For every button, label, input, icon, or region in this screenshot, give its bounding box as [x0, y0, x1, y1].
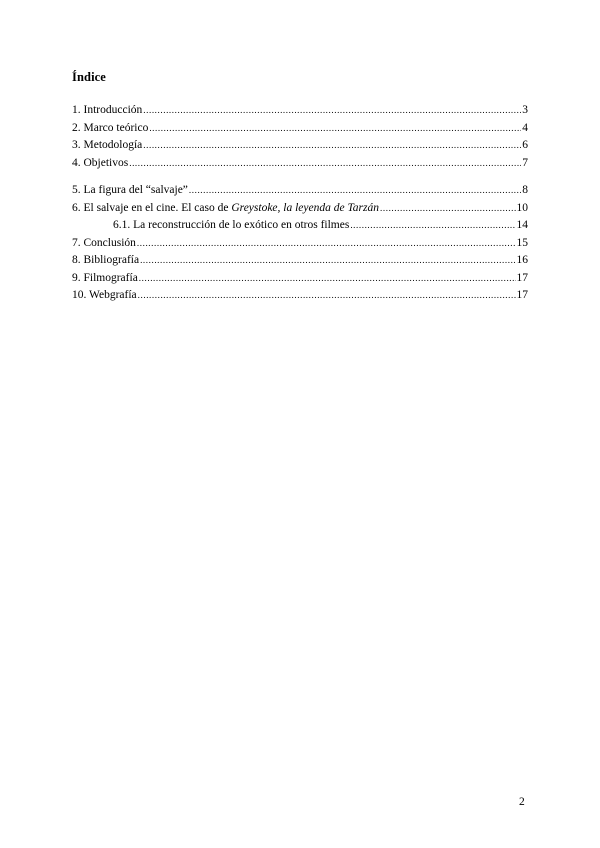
toc-dot-leader — [149, 120, 521, 138]
toc-entry-page: 10 — [516, 201, 528, 214]
toc-entry-title: 8. Bibliografía — [72, 254, 140, 266]
toc-entry-metodologia[interactable] — [72, 137, 528, 155]
toc-entry-page: 14 — [516, 219, 528, 231]
toc-entry-title: 2. Marco teórico — [72, 121, 149, 134]
toc-heading: Índice — [72, 70, 106, 84]
toc-entry-title: 3. Metodología — [72, 139, 143, 151]
toc-entry-title: 4. Objetivos — [72, 156, 129, 169]
toc-dot-leader — [189, 182, 521, 200]
toc-entry-title: 7. Conclusión — [72, 236, 136, 249]
toc-dot-leader — [138, 287, 516, 305]
toc-dot-leader — [139, 270, 516, 288]
toc-entry-title: 6.1. La reconstrucción de lo exótico en otros filmes — [113, 219, 350, 231]
toc-entry-page: 8 — [522, 184, 528, 196]
toc-entry-objetivos[interactable] — [72, 155, 528, 173]
toc-dot-leader — [129, 155, 521, 173]
toc-entry-title — [72, 200, 379, 218]
toc-entry-page: 4 — [522, 121, 528, 134]
toc-entry-webgrafia[interactable] — [72, 287, 528, 305]
toc-dot-leader — [380, 200, 515, 218]
table-of-contents — [72, 102, 528, 305]
toc-dot-leader — [137, 235, 516, 253]
toc-entry-page: 3 — [522, 104, 528, 116]
toc-entry-page: 7 — [522, 156, 528, 169]
toc-entry-title-italic: Greystoke, la leyenda de Tarzán — [231, 201, 380, 214]
toc-dot-leader — [350, 217, 515, 235]
toc-entry-page: 15 — [516, 236, 528, 249]
page-number: 2 — [519, 796, 525, 808]
toc-entry-page: 16 — [516, 254, 528, 266]
toc-entry-salvaje-cine[interactable] — [72, 200, 528, 218]
toc-entry-marco-teorico[interactable] — [72, 120, 528, 138]
toc-entry-title-prefix: 6. El salvaje en el cine. El caso de — [72, 201, 232, 214]
toc-dot-leader — [143, 137, 521, 155]
toc-entry-title: 10. Webgrafía — [72, 289, 137, 301]
toc-entry-title: 5. La figura del “salvaje” — [72, 184, 188, 196]
toc-entry-filmografia[interactable] — [72, 270, 528, 288]
toc-entry-conclusion[interactable] — [72, 235, 528, 253]
toc-entry-figura-salvaje[interactable] — [72, 182, 528, 200]
toc-dot-leader — [143, 102, 521, 120]
toc-entry-introduccion[interactable] — [72, 102, 528, 120]
toc-dot-leader — [140, 252, 515, 270]
toc-entry-page: 17 — [516, 271, 528, 284]
toc-entry-title: 1. Introducción — [72, 104, 143, 116]
toc-entry-page: 17 — [516, 289, 528, 301]
toc-entry-page: 6 — [522, 139, 528, 151]
toc-entry-bibliografia[interactable] — [72, 252, 528, 270]
toc-entry-title: 9. Filmografía — [72, 271, 138, 284]
toc-subentry-reconstruccion-exotico[interactable] — [72, 217, 528, 235]
